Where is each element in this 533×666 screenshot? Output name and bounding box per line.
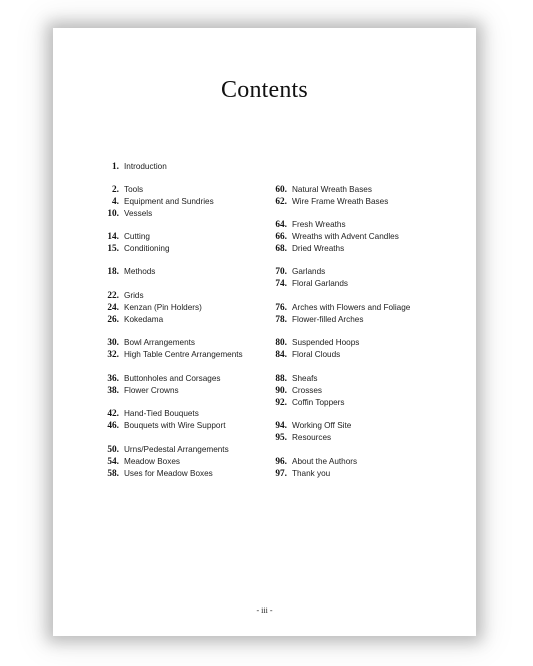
toc-entry [99,407,199,419]
toc-entry [99,467,213,479]
toc-entry [99,384,179,396]
toc-entry [265,230,399,242]
toc-entry [265,301,410,313]
toc-entry-label: Wire Frame Wreath Bases [292,197,389,206]
toc-page-number: 10. [107,209,119,219]
toc-entry [265,467,330,479]
toc-entry [99,443,229,455]
toc-page-number: 68. [275,244,287,254]
toc-entry [99,455,180,467]
toc-entry [265,431,331,443]
toc-entry [99,265,155,277]
page-title: Contents [221,77,308,103]
toc-entry-label: Grids [124,291,144,300]
toc-page-number: 42. [107,409,119,419]
toc-entry-label: Kenzan (Pin Holders) [124,303,202,312]
toc-page-number: 46. [107,421,119,431]
toc-entry-label: Uses for Meadow Boxes [124,469,213,478]
toc-page-number: 18. [107,267,119,277]
toc-entry-label: Crosses [292,386,323,395]
toc-entry [265,384,322,396]
toc-page-number: 60. [275,185,287,195]
toc-entry [265,455,357,467]
toc-page-number: 4. [112,197,119,207]
toc-entry-label: Hand-Tied Bouquets [124,409,199,418]
toc-entry-label: Conditioning [124,244,170,253]
toc-entry [265,183,372,195]
toc-page-number: 32. [107,350,119,360]
toc-entry [265,277,348,289]
toc-page-number: 92. [275,398,287,408]
toc-entry [99,207,152,219]
toc-entry-label: Sheafs [292,374,318,383]
toc-page-number: 30. [107,338,119,348]
toc-entry-label: Working Off Site [292,421,352,430]
toc-page-number: 90. [275,386,287,396]
toc-entry [99,183,143,195]
page-number: - iii - [256,606,273,615]
toc-entry-label: Cutting [124,232,150,241]
toc-entry [99,348,243,360]
toc-page-number: 64. [275,220,287,230]
toc-entry-label: Kokedama [124,315,164,324]
toc-page-number: 74. [275,279,287,289]
toc-entry-label: Arches with Flowers and Foliage [292,303,411,312]
toc-entry [265,195,388,207]
toc-entry [265,372,318,384]
toc-entry [99,289,144,301]
toc-entry [265,218,346,230]
toc-entry-label: Floral Clouds [292,350,341,359]
toc-page-number: 38. [107,386,119,396]
toc-entry-label: Suspended Hoops [292,338,360,347]
toc-page-number: 95. [275,433,287,443]
toc-page-number: 50. [107,445,119,455]
toc-entry-label: About the Authors [292,457,358,466]
toc-entry-label: Flower-filled Arches [292,315,364,324]
toc-page-number: 1. [112,162,119,172]
toc-entry-label: Wreaths with Advent Candles [292,232,399,241]
toc-entry [265,419,351,431]
toc-page-number: 94. [275,421,287,431]
toc-entry-label: Garlands [292,267,326,276]
toc-entry-label: Methods [124,267,156,276]
toc-page-number: 97. [275,469,287,479]
toc-entry [99,301,202,313]
toc-entry [265,348,340,360]
toc-entry [99,242,170,254]
toc-entry-label: Thank you [292,469,331,478]
toc-entry-label: Buttonholes and Corsages [124,374,221,383]
book-page [53,28,476,636]
toc-entry-label: Flower Crowns [124,386,179,395]
toc-entry [99,195,214,207]
toc-entry-label: Fresh Wreaths [292,220,346,229]
toc-page-number: 78. [275,315,287,325]
toc-page-number: 14. [107,232,119,242]
toc-entry [99,419,225,431]
toc-page-number: 24. [107,303,119,313]
toc-page-number: 84. [275,350,287,360]
toc-entry [265,265,325,277]
toc-entry [99,372,221,384]
toc-entry [99,160,167,172]
toc-entry [265,336,359,348]
toc-entry-label: Dried Wreaths [292,244,345,253]
toc-entry [99,230,150,242]
toc-entry-label: Bowl Arrangements [124,338,195,347]
toc-entry-label: Equipment and Sundries [124,197,214,206]
toc-entry [265,396,345,408]
toc-page-number: 2. [112,185,119,195]
toc-page-number: 36. [107,374,119,384]
toc-page-number: 26. [107,315,119,325]
toc-entry-label: Tools [124,185,144,194]
toc-page-number: 80. [275,338,287,348]
toc-page-number: 76. [275,303,287,313]
toc-entry [265,313,363,325]
toc-entry-label: Meadow Boxes [124,457,180,466]
toc-page-number: 96. [275,457,287,467]
toc-page-number: 62. [275,197,287,207]
toc-page-number: 54. [107,457,119,467]
toc-entry [265,242,344,254]
toc-page-number: 66. [275,232,287,242]
toc-entry-label: Floral Garlands [292,279,348,288]
toc-entry-label: Natural Wreath Bases [292,185,372,194]
toc-entry-label: Coffin Toppers [292,398,345,407]
toc-entry [99,313,163,325]
toc-entry-label: Urns/Pedestal Arrangements [124,445,229,454]
toc-entry-label: Bouquets with Wire Support [124,421,226,430]
toc-entry-label: High Table Centre Arrangements [124,350,243,359]
toc-entry [99,336,195,348]
toc-page-number: 15. [107,244,119,254]
toc-entry-label: Vessels [124,209,153,218]
toc-page-number: 88. [275,374,287,384]
toc-entry-label: Resources [292,433,332,442]
toc-page-number: 70. [275,267,287,277]
toc-entry-label: Introduction [124,162,167,171]
toc-page-number: 22. [107,291,119,301]
toc-page-number: 58. [107,469,119,479]
